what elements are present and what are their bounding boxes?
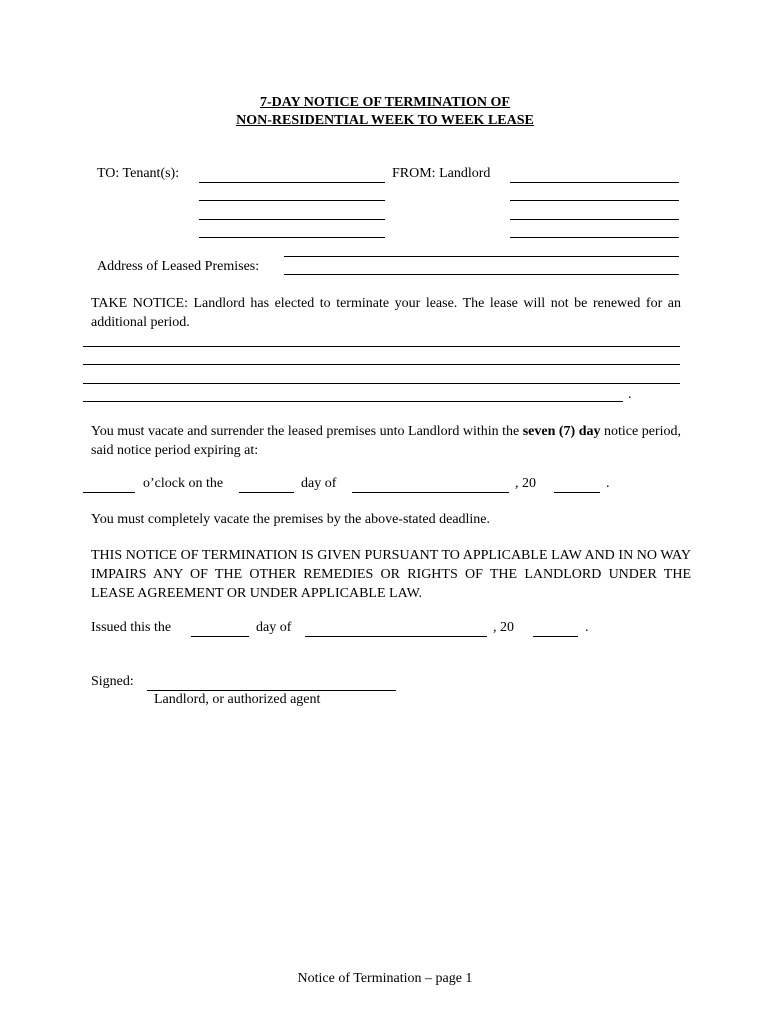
deadline-year-prefix: , 20 xyxy=(515,476,536,491)
vacate-notice-period: seven (7) day xyxy=(522,424,601,439)
issued-end-period: . xyxy=(585,620,589,635)
landlord-name-field-2[interactable] xyxy=(510,200,679,201)
document-title-line-2: NON-RESIDENTIAL WEEK TO WEEK LEASE xyxy=(236,113,534,128)
vacate-text-start: You must vacate and surrender the leased premises unto Landlord within the xyxy=(91,424,523,439)
deadline-hour-field[interactable] xyxy=(83,492,135,493)
tenant-name-field-2[interactable] xyxy=(199,200,385,201)
deadline-year-field[interactable] xyxy=(554,492,600,493)
deadline-end-period: . xyxy=(606,476,610,491)
landlord-name-field-3[interactable] xyxy=(510,219,679,220)
law-notice-paragraph: THIS NOTICE OF TERMINATION IS GIVEN PURSUANT TO APPLICABLE LAW AND IN NO WAY IMPAIRS ANY OF THE OTHER REMEDIES OR RIGHTS OF THE LANDLORD UNDER THE LEASE AGREEMENT OR UNDER APPLICABLE LAW. xyxy=(91,548,691,601)
issued-month-field[interactable] xyxy=(305,636,487,637)
issued-year-field[interactable] xyxy=(533,636,578,637)
vacate-paragraph xyxy=(91,422,681,460)
signed-label: Signed: xyxy=(91,674,134,689)
from-landlord-label: FROM: Landlord xyxy=(392,166,491,181)
reason-field-3[interactable] xyxy=(83,383,680,384)
deadline-month-field[interactable] xyxy=(352,492,509,493)
reason-field-2[interactable] xyxy=(83,364,680,365)
completely-vacate-text: You must completely vacate the premises by the above-stated deadline. xyxy=(91,512,491,527)
reason-field-1[interactable] xyxy=(83,346,680,347)
address-label: Address of Leased Premises: xyxy=(97,259,260,274)
signature-field[interactable] xyxy=(147,690,396,691)
reason-field-4[interactable] xyxy=(83,401,623,402)
tenant-name-field-4[interactable] xyxy=(199,237,385,238)
document-title-line-1: 7-DAY NOTICE OF TERMINATION OF xyxy=(260,95,510,110)
issued-year-prefix: , 20 xyxy=(493,620,514,635)
address-field-2[interactable] xyxy=(284,274,679,275)
address-field-1[interactable] xyxy=(284,256,679,257)
issued-label: Issued this the xyxy=(91,620,172,635)
oclock-label: o’clock on the xyxy=(143,476,224,491)
issued-day-field[interactable] xyxy=(191,636,249,637)
landlord-name-field-1[interactable] xyxy=(510,182,679,183)
reason-period: . xyxy=(628,387,632,402)
page-footer: Notice of Termination – page 1 xyxy=(297,971,473,986)
issued-day-of-label: day of xyxy=(256,620,292,635)
landlord-name-field-4[interactable] xyxy=(510,237,679,238)
deadline-day-of-label: day of xyxy=(301,476,337,491)
tenant-name-field-3[interactable] xyxy=(199,219,385,220)
to-tenants-label: TO: Tenant(s): xyxy=(97,166,180,181)
signer-caption: Landlord, or authorized agent xyxy=(154,692,321,707)
take-notice-paragraph: TAKE NOTICE: Landlord has elected to terminate your lease. The lease will not be renewed for an additional period. xyxy=(91,296,681,330)
deadline-day-field[interactable] xyxy=(239,492,294,493)
tenant-name-field-1[interactable] xyxy=(199,182,385,183)
vacate-text-end: notice period, said notice period expiring at: xyxy=(91,424,681,458)
